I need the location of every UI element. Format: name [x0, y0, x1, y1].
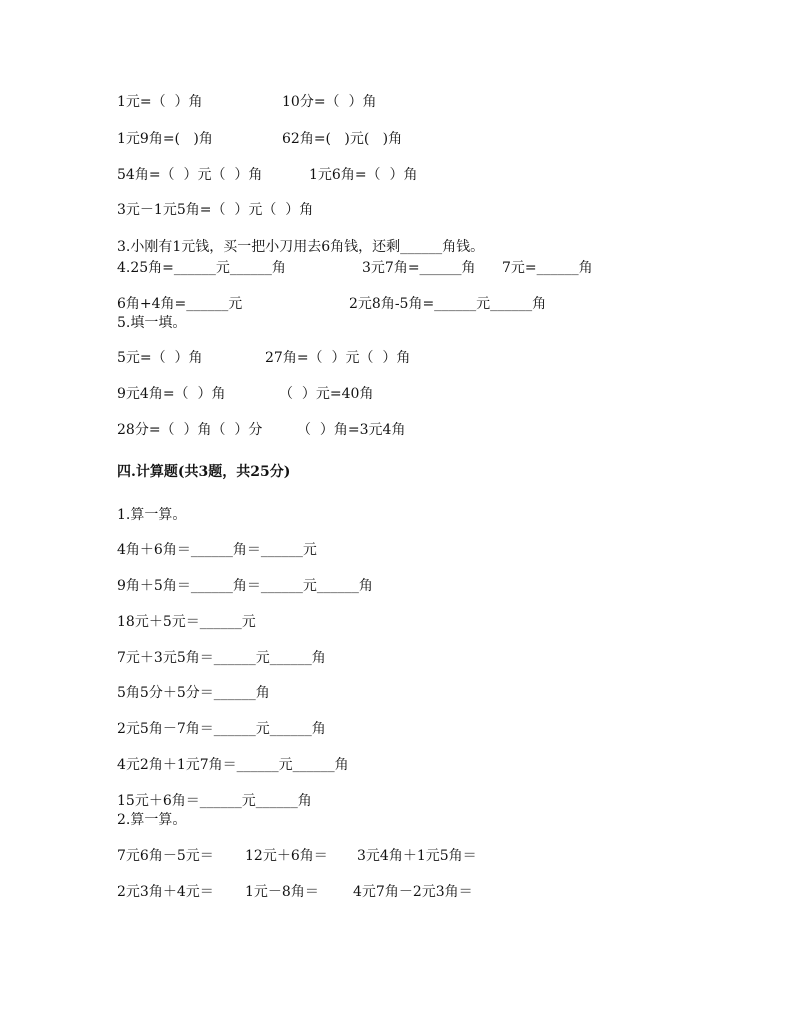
problem-text: 4.25角=______元______角 — [117, 260, 286, 276]
problem-text: 5元=（ ）角 — [117, 350, 203, 366]
problem-text: 28分=（ ）角（ ）分 — [117, 422, 263, 438]
problem-text: 27角=（ ）元（ ）角 — [265, 350, 411, 366]
problem-text: 18元＋5元＝______元 — [117, 614, 256, 630]
problem-text: 3元4角＋1元5角＝ — [357, 848, 477, 864]
problem-text: 2元5角－7角＝______元______角 — [117, 721, 326, 737]
problem-text: 7元=______角 — [502, 260, 593, 276]
problem-text: 2.算一算。 — [117, 812, 187, 828]
problem-text: 15元＋6角＝______元______角 — [117, 793, 312, 809]
problem-text: 62角=( )元( )角 — [282, 131, 403, 147]
problem-text: 54角=（ ）元（ ）角 — [117, 167, 263, 183]
problem-text: 1元9角=( )角 — [117, 131, 213, 147]
problem-text: 5.填一填。 — [117, 315, 187, 331]
problem-text: 1元－8角＝ — [245, 884, 319, 900]
problem-text: 4元7角－2元3角＝ — [353, 884, 473, 900]
problem-text: （ ）元=40角 — [279, 386, 374, 402]
problem-text: 1.算一算。 — [117, 507, 187, 523]
problem-text: 四.计算题(共3题，共25分) — [117, 464, 291, 480]
problem-text: 12元＋6角＝ — [245, 848, 328, 864]
problem-text: 7元＋3元5角＝______元______角 — [117, 650, 326, 666]
problem-text: 3元7角=______角 — [362, 260, 476, 276]
problem-text: 4元2角＋1元7角＝______元______角 — [117, 757, 349, 773]
problem-text: （ ）角=3元4角 — [297, 422, 406, 438]
problem-text: 9元4角=（ ）角 — [117, 386, 226, 402]
problem-text: 9角＋5角＝______角＝______元______角 — [117, 578, 373, 594]
problem-text: 3元－1元5角=（ ）元（ ）角 — [117, 202, 314, 218]
problem-text: 2元3角＋4元＝ — [117, 884, 214, 900]
problem-text: 1元6角=（ ）角 — [309, 167, 418, 183]
problem-text: 6角+4角=______元 — [117, 296, 243, 312]
problem-text: 3.小刚有1元钱，买一把小刀用去6角钱，还剩______角钱。 — [117, 239, 485, 255]
problem-text: 7元6角－5元＝ — [117, 848, 214, 864]
problem-text: 10分=（ ）角 — [282, 94, 377, 110]
problem-text: 4角＋6角＝______角＝______元 — [117, 542, 317, 558]
problem-text: 1元=（ ）角 — [117, 94, 203, 110]
problem-text: 5角5分＋5分＝______角 — [117, 685, 270, 701]
problem-text: 2元8角-5角=______元______角 — [349, 296, 547, 312]
